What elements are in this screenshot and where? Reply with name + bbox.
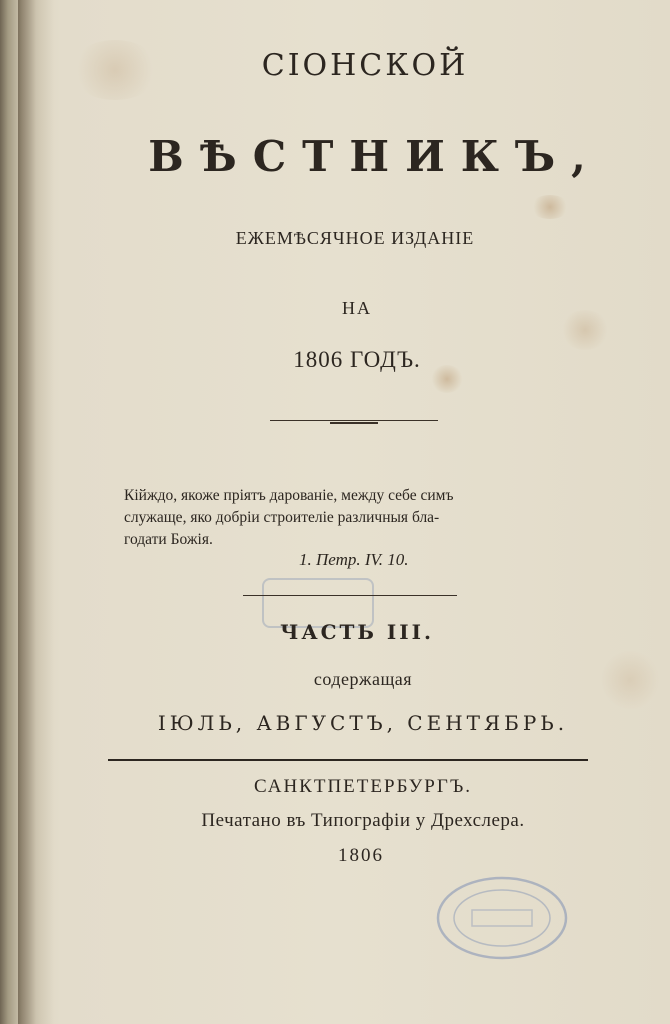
imprint-printer: Печатано въ Типографiи у Дрехслера. — [201, 810, 525, 831]
epigraph-line: Кiйждо, якоже прiятъ дарованiе, между себе симъ — [124, 487, 454, 504]
epigraph-line: служаще, яко добрiи строителiе различныя бла- — [124, 509, 440, 526]
divider-short — [243, 595, 457, 596]
epigraph-line: годати Божiя. — [124, 531, 213, 548]
year-line: 1806 ГОДЪ. — [293, 347, 421, 372]
months-list: IЮЛЬ, АВГУСТЪ, СЕНТЯБРЬ. — [157, 711, 569, 735]
library-stamp — [432, 870, 572, 966]
ornamental-rule — [270, 420, 438, 425]
epigraph-citation: 1. Петр. IV. 10. — [299, 550, 409, 569]
imprint-city: САНКТПЕТЕРБУРГЪ. — [254, 776, 472, 797]
part-number: ЧАСТЬ III. — [280, 620, 434, 644]
containing-label: содержащая — [313, 669, 413, 689]
journal-title-line1: СIОНСКОЙ — [261, 48, 469, 83]
foxing-stain — [530, 195, 570, 219]
imprint-year: 1806 — [338, 845, 384, 866]
preposition-na: НА — [342, 298, 372, 318]
journal-title-line2: ВѢСТНИКЪ, — [148, 132, 602, 181]
divider-long — [108, 759, 588, 761]
epigraph — [124, 485, 594, 569]
journal-subtitle: ЕЖЕМѢСЯЧНОЕ ИЗДАНIЕ — [235, 228, 475, 248]
